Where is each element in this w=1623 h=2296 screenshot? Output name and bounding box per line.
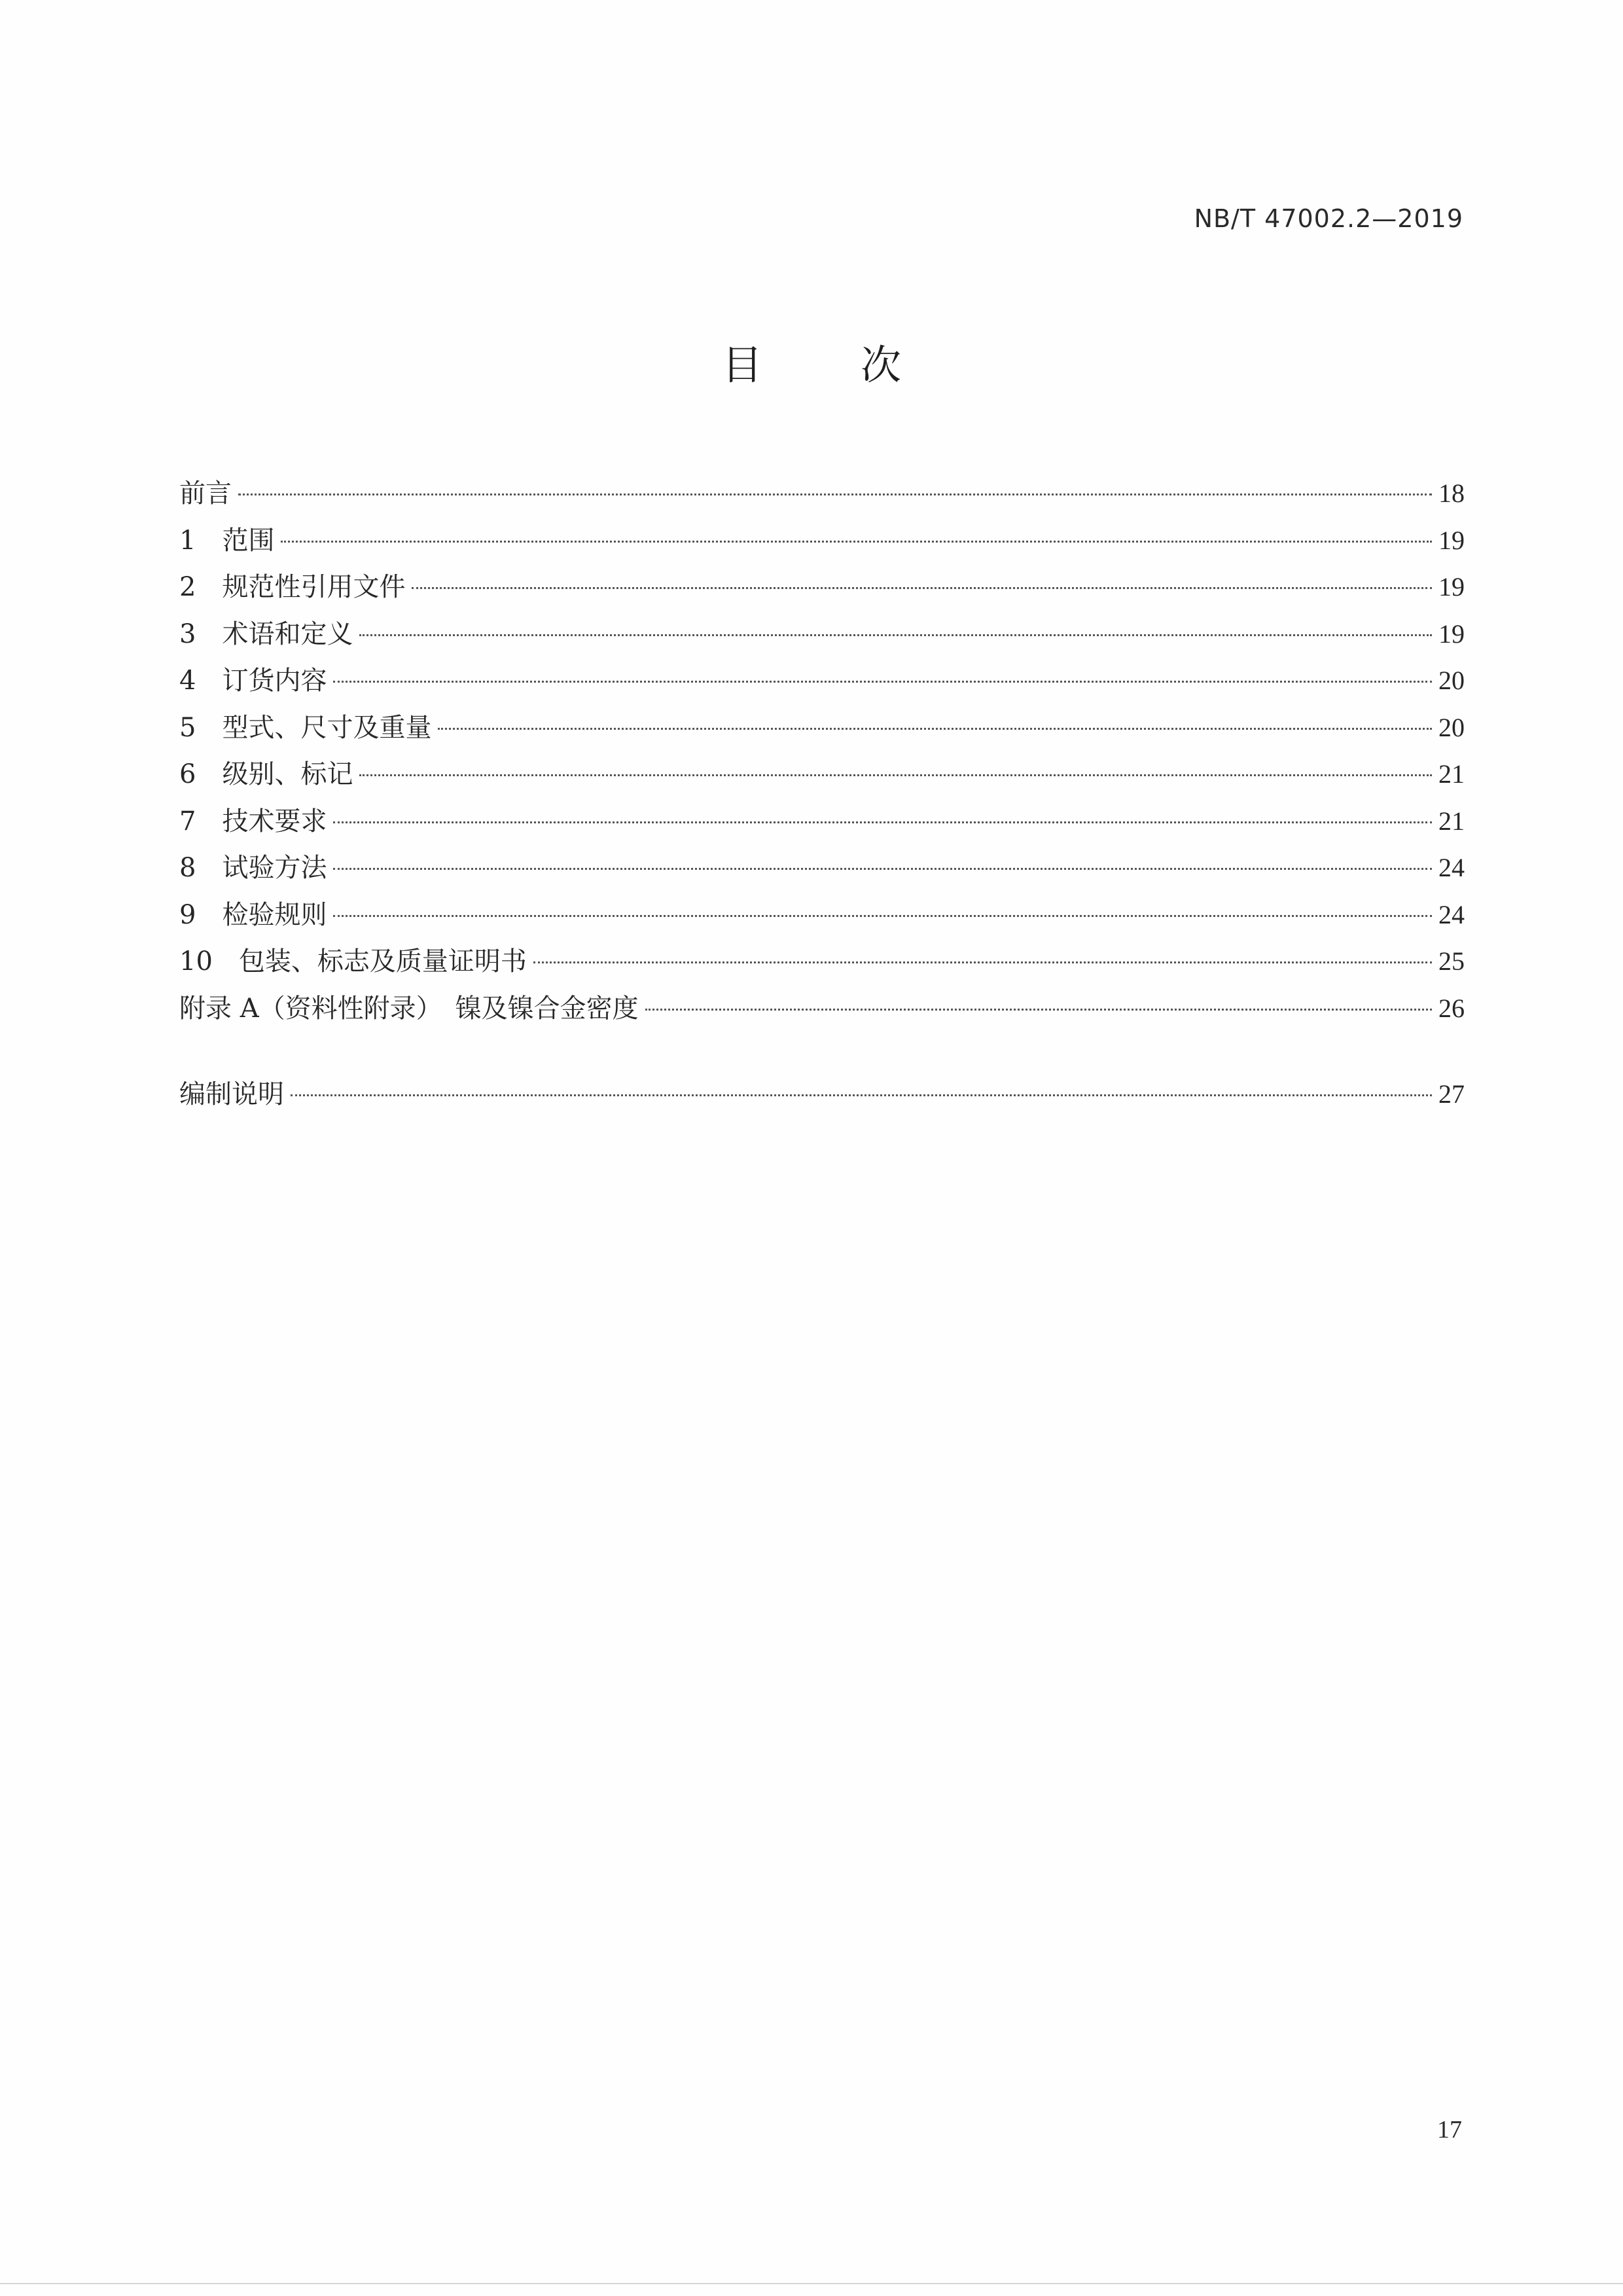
dot-leader	[412, 587, 1432, 589]
dot-leader	[333, 681, 1432, 683]
table-of-contents	[179, 470, 1465, 1118]
toc-entry[interactable]	[179, 985, 1465, 1032]
toc-entry[interactable]	[179, 564, 1465, 611]
toc-entry-label: 编制说明	[179, 1079, 284, 1109]
toc-entry-page: 25	[1438, 946, 1465, 976]
toc-entry-page: 20	[1438, 666, 1465, 695]
toc-entry-label: 8 试验方法	[179, 853, 327, 883]
dot-leader	[333, 868, 1432, 870]
toc-entry-label: 前言	[179, 478, 232, 509]
toc-entry-label: 附录 A（资料性附录） 镍及镍合金密度	[179, 993, 639, 1024]
toc-entry[interactable]	[179, 611, 1465, 658]
toc-entry-page: 21	[1438, 759, 1465, 789]
toc-entry-page: 26	[1438, 993, 1465, 1023]
dot-leader	[359, 634, 1432, 636]
toc-entry[interactable]	[179, 704, 1465, 751]
dot-leader	[359, 774, 1432, 776]
toc-entry-page: 19	[1438, 572, 1465, 601]
toc-entry-page: 20	[1438, 712, 1465, 742]
toc-entry-label: 4 订货内容	[179, 666, 327, 696]
toc-entry[interactable]	[179, 798, 1465, 845]
toc-entry-label: 6 级别、标记	[179, 759, 353, 789]
toc-entry-page: 21	[1438, 806, 1465, 836]
toc-entry-label: 2 规范性引用文件	[179, 572, 406, 602]
toc-entry[interactable]	[179, 1071, 1465, 1118]
dot-leader	[438, 728, 1432, 730]
dot-leader	[645, 1009, 1432, 1011]
toc-entry[interactable]	[179, 844, 1465, 891]
toc-entry-page: 27	[1438, 1079, 1465, 1109]
dot-leader	[333, 821, 1432, 823]
toc-entry-label: 5 型式、尺寸及重量	[179, 712, 432, 743]
toc-entry-label: 9 检验规则	[179, 899, 327, 930]
dot-leader	[333, 915, 1432, 917]
dot-leader	[533, 961, 1432, 963]
toc-entry[interactable]	[179, 657, 1465, 704]
document-code: NB/T 47002.2—2019	[1194, 204, 1463, 233]
toc-entry[interactable]	[179, 938, 1465, 985]
toc-entry[interactable]	[179, 891, 1465, 939]
toc-entry-label: 1 范围	[179, 525, 275, 556]
toc-entry-page: 24	[1438, 899, 1465, 929]
toc-entry-label: 10 包装、标志及质量证明书	[179, 946, 527, 977]
dot-leader	[238, 493, 1432, 495]
page-number: 17	[1437, 2116, 1462, 2144]
toc-entry[interactable]	[179, 751, 1465, 798]
toc-entry[interactable]	[179, 517, 1465, 564]
dot-leader	[281, 541, 1432, 543]
toc-entry-label: 7 技术要求	[179, 806, 327, 836]
toc-entry-page: 18	[1438, 478, 1465, 508]
toc-title: 目次	[721, 341, 999, 389]
scan-edge-line	[0, 2283, 1623, 2284]
toc-entry-page: 24	[1438, 853, 1465, 882]
toc-entry-page: 19	[1438, 619, 1465, 649]
toc-entry-page: 19	[1438, 525, 1465, 555]
toc-entry-label: 3 术语和定义	[179, 619, 353, 649]
dot-leader	[291, 1094, 1432, 1096]
toc-entry[interactable]	[179, 470, 1465, 517]
